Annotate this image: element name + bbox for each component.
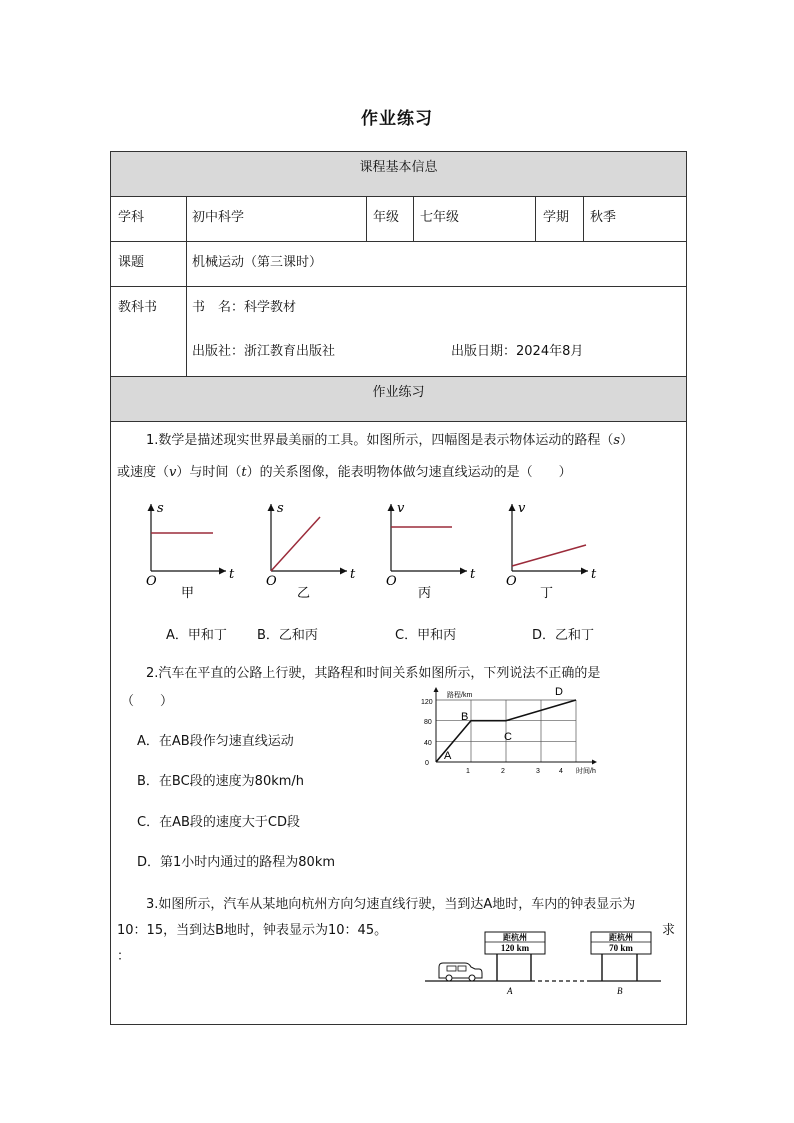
topic-label: 课题: [118, 255, 145, 270]
symbol-t: t: [241, 465, 247, 480]
term-value: 秋季: [590, 210, 617, 225]
chart-y-tick: 0: [425, 760, 429, 767]
chart-x-tick: 1: [466, 768, 470, 775]
graph-jia-origin: O: [146, 574, 157, 589]
divider: [111, 196, 686, 197]
graph-bing-y-label: v: [397, 501, 405, 516]
column-divider: [535, 196, 536, 241]
publisher: 出版社：浙江教育出版社: [192, 344, 336, 359]
q1-text: 1.数学是描述现实世界最美丽的工具。如图所示，四幅图是表示物体运动的路程（: [146, 433, 614, 448]
graph-jia: [146, 501, 235, 601]
q2-option-c: C．在AB段的速度大于CD段: [137, 815, 300, 830]
q2-option-b: B．在BC段的速度为80km/h: [137, 774, 305, 789]
publish-date: 出版日期：2024年8月: [451, 344, 584, 359]
graph-bing: [386, 501, 476, 601]
graph-jia-caption: 甲: [181, 586, 195, 601]
graph-yi-origin: O: [266, 574, 277, 589]
q1-graphs: [0, 492, 794, 612]
graph-ding-x-label: t: [591, 567, 597, 582]
textbook-label: 教科书: [118, 300, 158, 315]
graph-ding: [506, 501, 597, 601]
symbol-v: v: [169, 465, 177, 480]
graph-ding-y-label: v: [518, 501, 526, 516]
graph-yi-x-label: t: [350, 567, 356, 582]
course-info-header: [111, 152, 686, 196]
symbol-s: s: [613, 433, 621, 448]
graph-yi: [266, 501, 356, 601]
q3-line2: 10：15，当到达B地时，钟表显示为10：45。: [117, 923, 388, 938]
q1-line1: [146, 429, 633, 448]
q1-text: ）与时间（: [176, 465, 242, 480]
subject-label: 学科: [118, 210, 145, 225]
sign-b-top: 距杭州: [609, 933, 633, 942]
graph-ding-line: [512, 545, 586, 566]
graph-bing-origin: O: [386, 574, 397, 589]
chart-y-tick: 120: [421, 699, 433, 706]
q3-road-diagram: [425, 927, 665, 997]
grade-value: 七年级: [420, 210, 460, 225]
q2-line1: 2.汽车在平直的公路上行驶，其路程和时间关系如图所示，下列说法不正确的是: [146, 666, 601, 681]
chart-y-tick: 80: [424, 719, 432, 726]
divider: [111, 286, 686, 287]
q1-line2: [117, 461, 572, 480]
book-name: 书 名：科学教材: [192, 300, 297, 315]
chart-point-c: C: [504, 731, 512, 743]
q1-text: 或速度（: [117, 465, 170, 480]
graph-yi-caption: 乙: [297, 586, 311, 601]
exercise-header: [111, 377, 686, 421]
topic-value: 机械运动（第三课时）: [192, 255, 323, 270]
q2-option-d: D．第1小时内通过的路程为80km: [137, 855, 336, 870]
sign-a-top: 距杭州: [503, 933, 527, 942]
column-divider: [583, 196, 584, 241]
exercise-header-label: 作业练习: [372, 385, 425, 400]
chart-x-tick: 2: [501, 768, 505, 775]
column-divider: [366, 196, 367, 241]
chart-point-d: D: [555, 686, 563, 698]
chart-y-label: 路程/km: [447, 692, 473, 699]
q1-text: ）: [620, 433, 634, 448]
chart-x-tick: 4: [559, 768, 563, 775]
graph-jia-y-label: s: [157, 501, 164, 516]
graph-bing-x-label: t: [470, 567, 476, 582]
sign-a-bottom: 120 km: [500, 943, 530, 953]
label-b: B: [617, 986, 623, 996]
graph-yi-line: [271, 517, 320, 571]
sign-a: [485, 932, 545, 996]
course-info-header-label: 课程基本信息: [359, 160, 438, 175]
column-divider: [413, 196, 414, 241]
term-label: 学期: [543, 210, 570, 225]
chart-x-tick: 3: [536, 768, 540, 775]
q3-tail: 求: [662, 923, 676, 938]
chart-y-tick: 40: [424, 740, 432, 747]
divider: [111, 421, 686, 422]
q1-option-b: B．乙和丙: [257, 628, 318, 643]
q3-line1: 3.如图所示，汽车从某地向杭州方向匀速直线行驶，当到达A地时，车内的钟表显示为: [146, 897, 636, 912]
graph-ding-caption: 丁: [540, 586, 554, 601]
q3-colon: ：: [117, 949, 131, 964]
graph-ding-origin: O: [506, 574, 517, 589]
page-title: 作业练习: [361, 109, 433, 129]
q1-text: ）的关系图像，能表明物体做匀速直线运动的是（ ）: [246, 465, 572, 480]
subject-value: 初中科学: [192, 210, 245, 225]
car-icon: [439, 963, 482, 981]
chart-point-b: B: [461, 711, 469, 723]
sign-b-bottom: 70 km: [609, 943, 633, 953]
q1-option-d: D．乙和丁: [532, 628, 595, 643]
chart-x-label: 时间/h: [576, 768, 596, 775]
sign-b: [591, 932, 651, 996]
chart-point-a: A: [444, 750, 452, 762]
graph-bing-caption: 丙: [418, 586, 432, 601]
q2-line2: （ ）: [121, 694, 174, 709]
grade-label: 年级: [373, 210, 400, 225]
q1-option-c: C．甲和丙: [395, 628, 457, 643]
graph-jia-x-label: t: [229, 567, 235, 582]
label-a: A: [507, 986, 513, 996]
q1-option-a: A．甲和丁: [166, 628, 227, 643]
divider: [111, 241, 686, 242]
graph-yi-y-label: s: [277, 501, 284, 516]
q2-option-a: A．在AB段作匀速直线运动: [137, 734, 294, 749]
q2-distance-time-chart: [420, 686, 620, 782]
